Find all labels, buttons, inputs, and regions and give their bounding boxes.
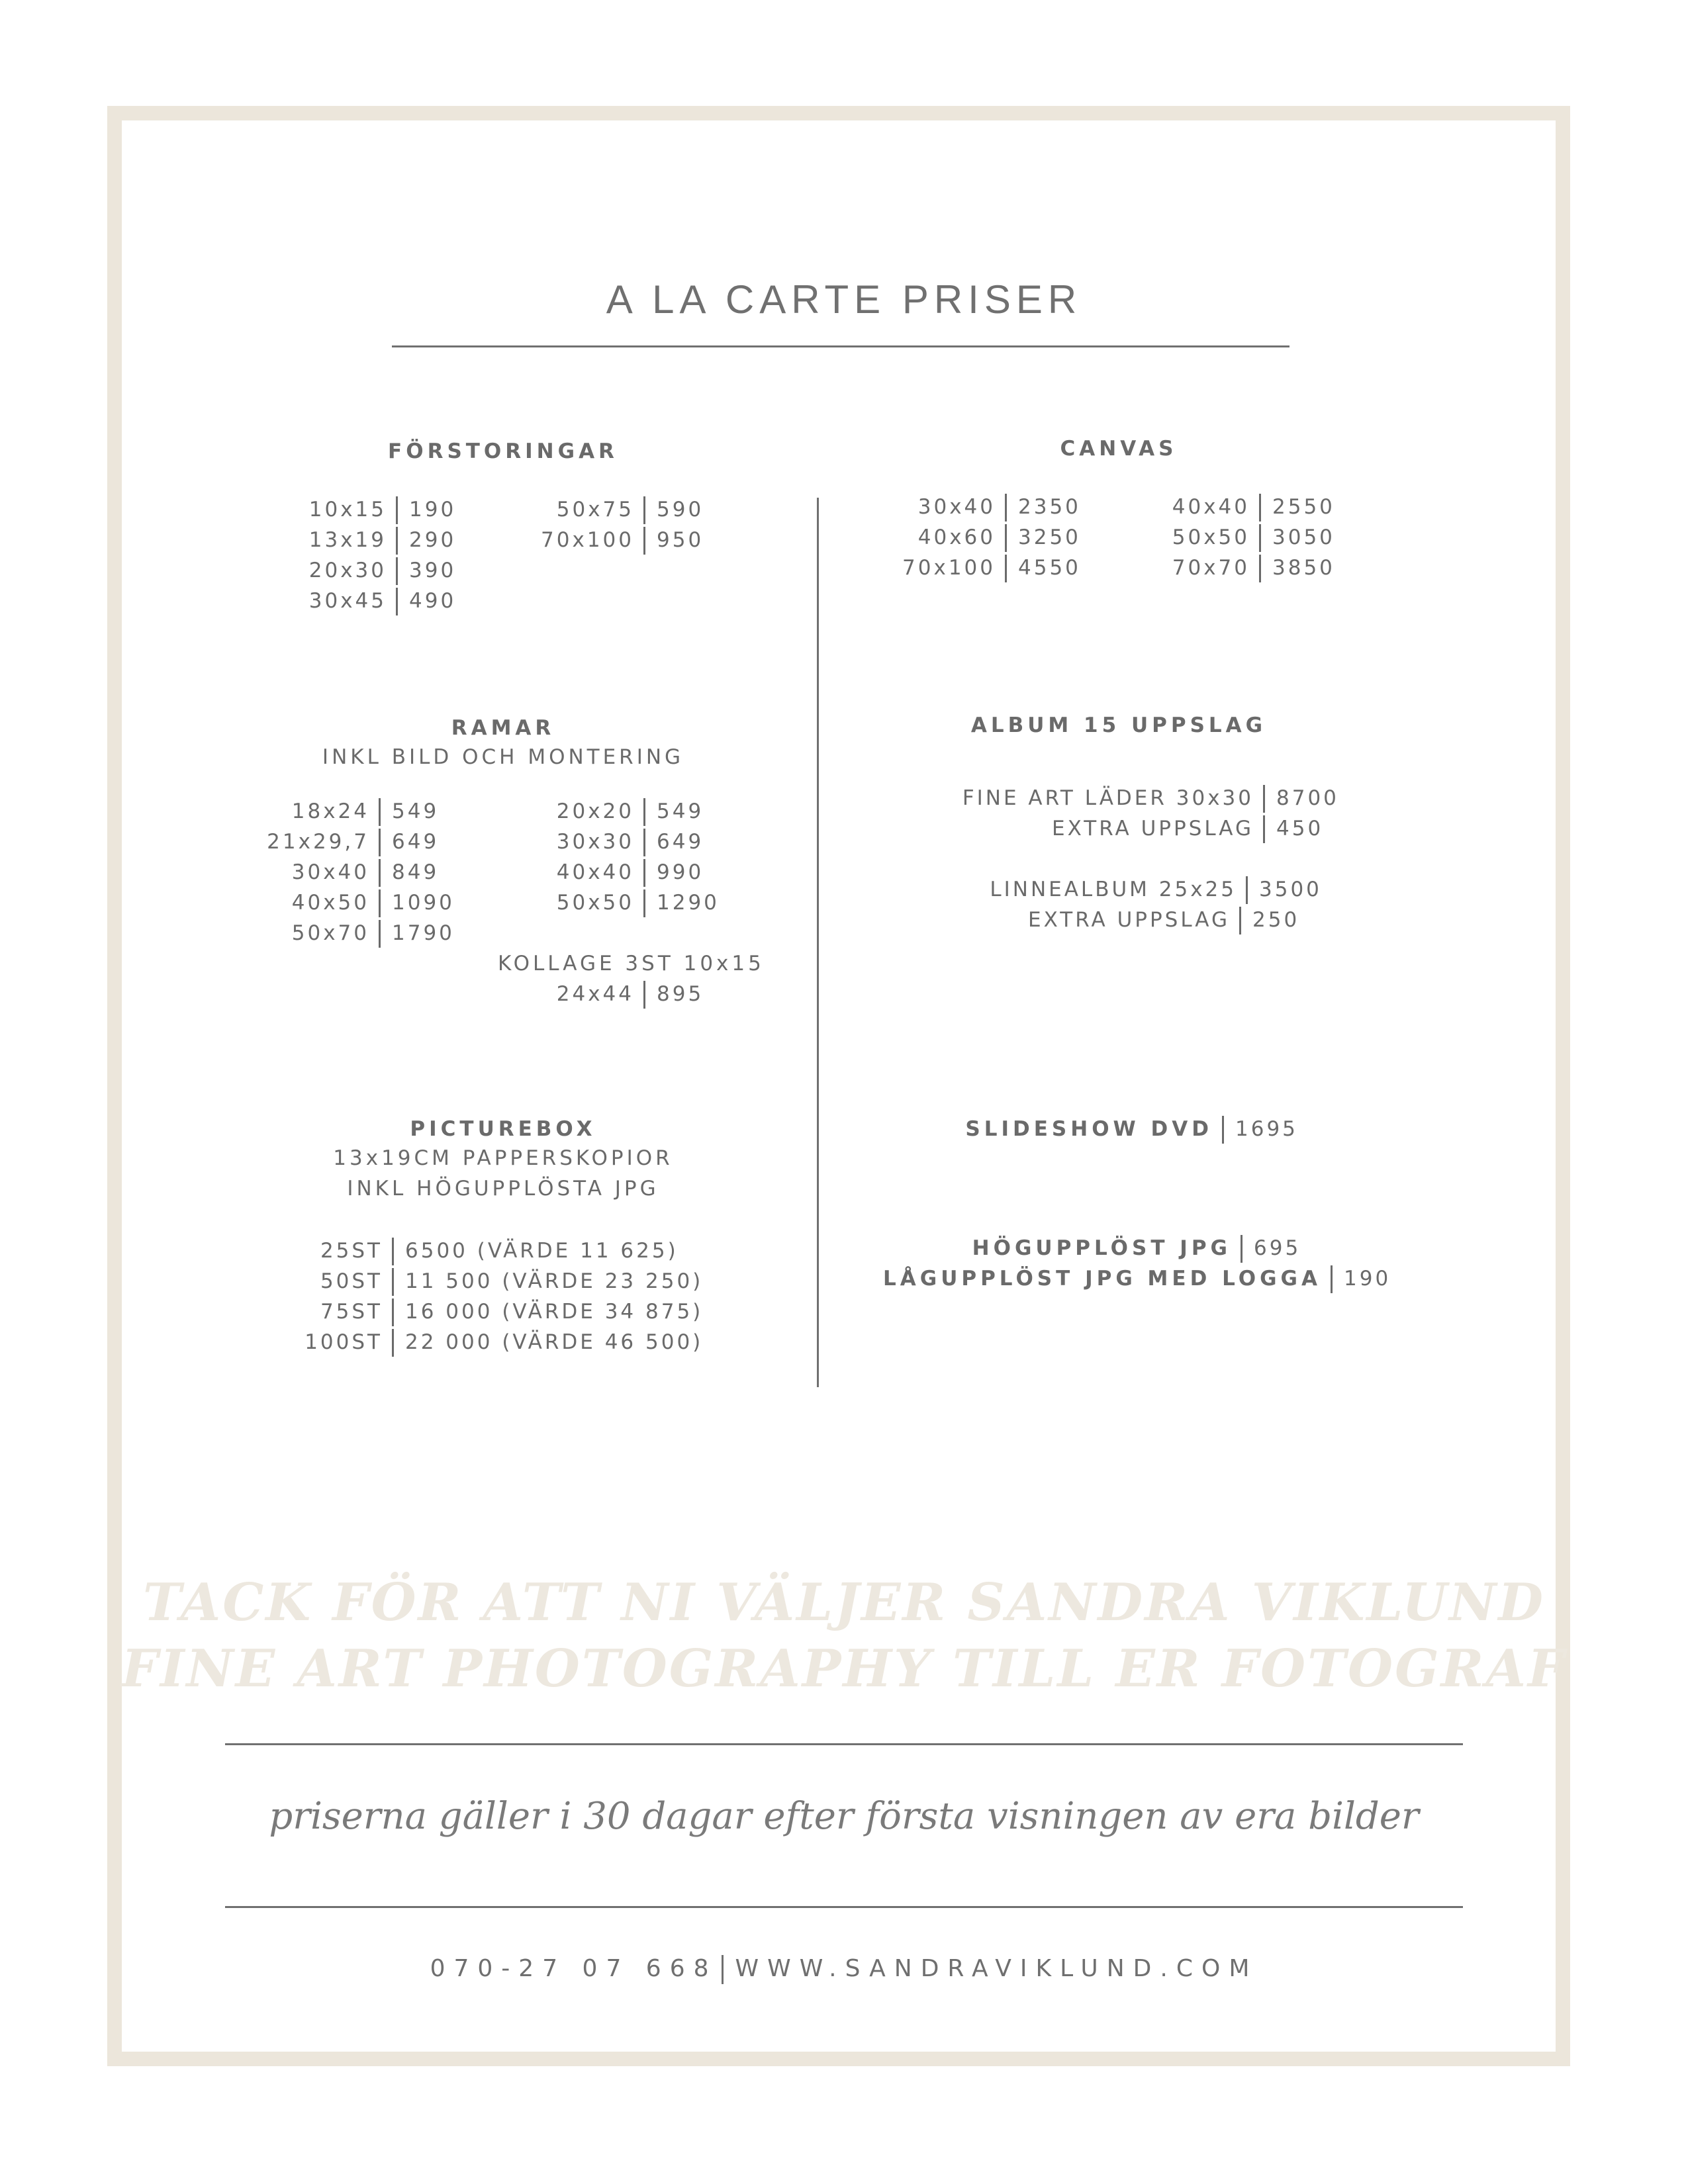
size-label: 21x29,7 bbox=[267, 830, 369, 854]
size-label: 40x50 bbox=[291, 891, 369, 915]
divider-bar bbox=[1263, 815, 1265, 843]
price-value: 1790 bbox=[392, 921, 455, 945]
divider-bar bbox=[392, 1298, 394, 1326]
price-row bbox=[0, 525, 1688, 556]
divider-bar bbox=[1331, 1265, 1333, 1293]
album-item-label: LINNEALBUM 25x25 bbox=[990, 878, 1237, 901]
price-row bbox=[0, 1300, 1688, 1330]
note-rule-bottom bbox=[225, 1906, 1463, 1908]
page-frame bbox=[107, 106, 1570, 2066]
album-item-price: 3500 bbox=[1259, 878, 1322, 901]
size-label: 24x44 bbox=[556, 982, 634, 1006]
size-label: 30x45 bbox=[308, 589, 387, 613]
contact-line bbox=[0, 1955, 1688, 1984]
size-label: 40x40 bbox=[556, 860, 634, 884]
website-link[interactable]: WWW.SANDRAVIKLUND.COM bbox=[735, 1955, 1258, 1982]
size-label: 30x30 bbox=[556, 830, 634, 854]
size-label: 70x100 bbox=[541, 528, 634, 552]
album-item-price: 8700 bbox=[1276, 786, 1339, 810]
price-value: 3050 bbox=[1272, 525, 1335, 549]
divider-bar bbox=[1263, 785, 1265, 813]
price-value: 3850 bbox=[1272, 556, 1335, 580]
thank-you-line-1: TACK FÖR ATT NI VÄLJER SANDRA VIKLUND bbox=[142, 1572, 1546, 1633]
size-label: 18x24 bbox=[291, 799, 369, 823]
forstoringar-heading: FÖRSTORINGAR bbox=[388, 439, 618, 463]
price-row bbox=[0, 908, 1688, 938]
price-row bbox=[0, 556, 1688, 586]
quantity-label: 100ST bbox=[305, 1330, 383, 1354]
quantity-label: 25ST bbox=[320, 1239, 383, 1263]
price-row bbox=[0, 786, 1688, 817]
price-value: 490 bbox=[409, 589, 457, 613]
divider-bar bbox=[1239, 907, 1241, 934]
slideshow-label: SLIDESHOW DVD bbox=[965, 1117, 1213, 1141]
divider-bar bbox=[643, 981, 645, 1009]
price-value: 849 bbox=[392, 860, 440, 884]
quantity-label: 50ST bbox=[320, 1269, 383, 1293]
size-label: 40x40 bbox=[1172, 495, 1250, 519]
price-value: 895 bbox=[657, 982, 704, 1006]
price-value: 590 bbox=[657, 498, 704, 522]
divider-bar bbox=[1241, 1235, 1243, 1263]
size-label: 50x50 bbox=[1172, 525, 1250, 549]
canvas-heading: CANVAS bbox=[1060, 437, 1178, 461]
collage-label: KOLLAGE 3ST 10x15 bbox=[498, 952, 765, 976]
divider-bar bbox=[392, 1329, 394, 1357]
price-row bbox=[0, 495, 1688, 525]
phone-number: 070-27 07 668 bbox=[430, 1955, 718, 1982]
thank-you-line-2: FINE ART PHOTOGRAPHY TILL ER FOTOGRAF bbox=[121, 1639, 1567, 1699]
divider-bar bbox=[1259, 555, 1261, 582]
price-value: 549 bbox=[657, 799, 704, 823]
size-label: 70x100 bbox=[902, 556, 996, 580]
price-value: 6500 (VÄRDE 11 625) bbox=[405, 1239, 679, 1263]
size-label: 50x75 bbox=[556, 498, 634, 522]
slideshow-price: 1695 bbox=[1235, 1117, 1298, 1141]
size-label: 30x40 bbox=[291, 860, 369, 884]
divider-bar bbox=[1246, 876, 1248, 904]
price-value: 990 bbox=[657, 860, 704, 884]
price-row bbox=[0, 817, 1688, 847]
album-heading: ALBUM 15 UPPSLAG bbox=[970, 713, 1267, 737]
price-value: 190 bbox=[409, 498, 457, 522]
album-item-price: 450 bbox=[1276, 817, 1324, 841]
digital-price: 695 bbox=[1254, 1236, 1301, 1260]
price-value: 3250 bbox=[1018, 525, 1081, 549]
size-label: 13x19 bbox=[308, 528, 387, 552]
price-value: 2350 bbox=[1018, 495, 1081, 519]
size-label: 20x30 bbox=[308, 559, 387, 582]
price-row bbox=[0, 1330, 1688, 1361]
price-row bbox=[0, 878, 1688, 908]
picturebox-sub-2: INKL HÖGUPPLÖSTA JPG bbox=[347, 1177, 659, 1201]
divider-bar bbox=[1259, 524, 1261, 552]
ramar-subheading: INKL BILD OCH MONTERING bbox=[322, 745, 684, 769]
ramar-heading: RAMAR bbox=[451, 716, 555, 740]
divider-bar bbox=[1259, 494, 1261, 522]
price-row bbox=[0, 982, 1688, 1013]
price-row bbox=[0, 1117, 1688, 1148]
price-value: 1090 bbox=[392, 891, 455, 915]
size-label: 30x40 bbox=[917, 495, 996, 519]
price-value: 11 500 (VÄRDE 23 250) bbox=[405, 1269, 704, 1293]
price-value: 2550 bbox=[1272, 495, 1335, 519]
quantity-label: 75ST bbox=[320, 1300, 383, 1324]
price-value: 549 bbox=[392, 799, 440, 823]
size-label: 20x20 bbox=[556, 799, 634, 823]
price-row bbox=[0, 1236, 1688, 1267]
size-label: 50x70 bbox=[291, 921, 369, 945]
album-item-label: EXTRA UPPSLAG bbox=[1052, 817, 1254, 841]
price-value: 4550 bbox=[1018, 556, 1081, 580]
price-value: 16 000 (VÄRDE 34 875) bbox=[405, 1300, 704, 1324]
price-value: 649 bbox=[392, 830, 440, 854]
album-item-label: FINE ART LÄDER 30x30 bbox=[962, 786, 1254, 810]
validity-note: priserna gäller i 30 dagar efter första visningen av era bilder bbox=[269, 1795, 1419, 1838]
price-value: 950 bbox=[657, 528, 704, 552]
note-rule-top bbox=[225, 1743, 1463, 1745]
price-value: 22 000 (VÄRDE 46 500) bbox=[405, 1330, 704, 1354]
digital-label: LÅGUPPLÖST JPG MED LOGGA bbox=[883, 1267, 1321, 1291]
thank-you-message bbox=[0, 1570, 1688, 1702]
price-value: 649 bbox=[657, 830, 704, 854]
picturebox-sub-1: 13x19CM PAPPERSKOPIOR bbox=[333, 1146, 673, 1170]
digital-price: 190 bbox=[1344, 1267, 1391, 1291]
price-row bbox=[0, 1267, 1688, 1297]
divider-bar bbox=[396, 588, 398, 615]
divider-bar bbox=[1222, 1116, 1224, 1144]
contact-separator bbox=[722, 1955, 724, 1984]
digital-label: HÖGUPPLÖST JPG bbox=[972, 1236, 1231, 1260]
size-label: 10x15 bbox=[308, 498, 387, 522]
price-value: 1290 bbox=[657, 891, 720, 915]
album-item-label: EXTRA UPPSLAG bbox=[1028, 908, 1230, 932]
album-item-price: 250 bbox=[1252, 908, 1300, 932]
size-label: 70x70 bbox=[1172, 556, 1250, 580]
size-label: 40x60 bbox=[917, 525, 996, 549]
price-row bbox=[0, 589, 1688, 619]
price-value: 290 bbox=[409, 528, 457, 552]
price-value: 390 bbox=[409, 559, 457, 582]
page-title: A LA CARTE PRISER bbox=[606, 277, 1082, 322]
picturebox-heading: PICTUREBOX bbox=[410, 1117, 596, 1141]
title-rule bbox=[392, 345, 1289, 347]
size-label: 50x50 bbox=[556, 891, 634, 915]
